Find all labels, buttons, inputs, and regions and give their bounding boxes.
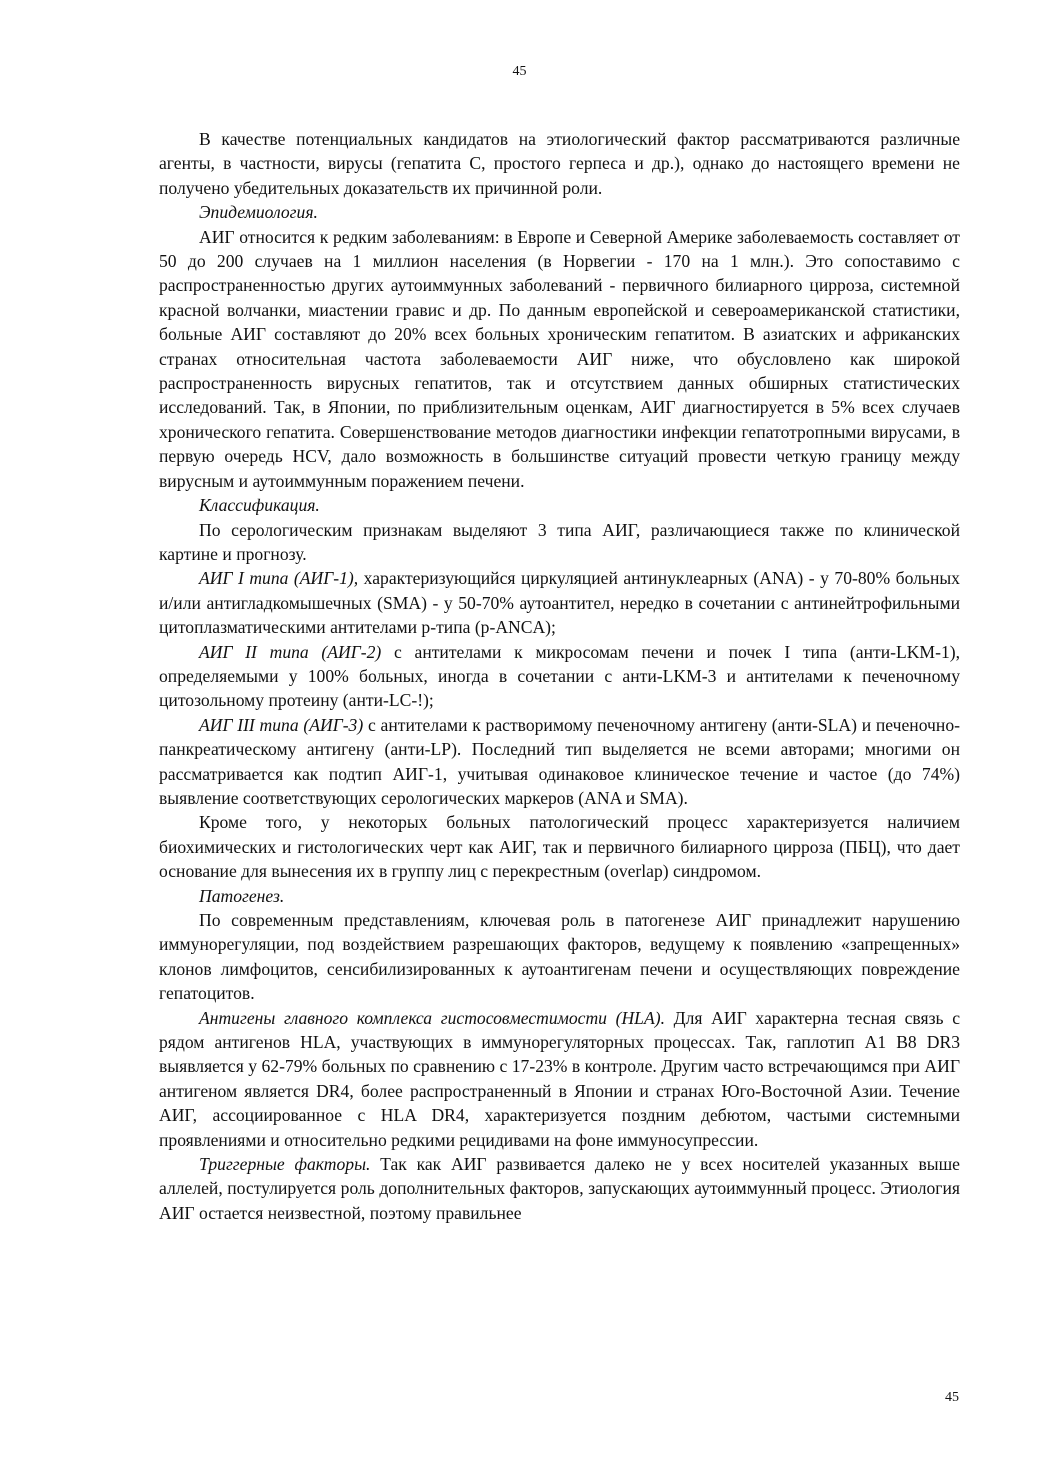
- page-number-top: 45: [512, 64, 527, 79]
- paragraph-epidemiology: АИГ относится к редким заболеваниям: в Европе и Северной Америке заболеваемость составляет от 50 до 200 случаев на 1 миллион населения (в Норвегии - 170 на 1 млн.). Это сопоставимо с распространенностью других аутоиммунных заболеваний - первичного билиарного цирроза, системной красной волчанки, миастении гравис и др. По данным европейской и североамериканской статистики, больные АИГ составляют до 20% всех больных хроническим гепатитом. В азиатских и африканских странах относительная частота заболеваемости АИГ ниже, что обусловлено как широкой распространенность вирусных гепатитов, так и отсутствием данных обширных статистических исследований. Так, в Японии, по приблизительным оценкам, АИГ диагностируется в 5% всех случаев хронического гепатита. Совершенствование методов диагностики инфекции гепатотропными вирусами, в первую очередь HCV, дало возможность в большинстве ситуаций провести четкую границу между вирусным и аутоиммунным поражением печени.: [159, 226, 960, 491]
- paragraph-pathogenesis: По современным представлениям, ключевая роль в патогенезе АИГ принадлежит нарушению иммунорегуляции, под воздействием разрешающих факторов, ведущему к появлению «запрещенных» клонов лимфоцитов, сенсибилизированных к аутоантигенам печени и осуществляющих повреждение гепатоцитов.: [159, 910, 960, 1004]
- paragraph-aig-type-1-text: характеризующийся циркуляцией антинуклеарных (ANA) - у 70-80% больных и/или антигладкомышечных (SMA) - у 50-70% аутоантител, нередко в сочетании с антинейтрофильными цитоплазматическими антителами р-типа (р-ANCA);: [159, 568, 960, 638]
- body-text: [159, 127, 960, 1225]
- term-trigger-factors: Триггерные факторы.: [199, 1154, 371, 1175]
- heading-classification: Классификация.: [199, 495, 320, 516]
- term-aig-type-1: АИГ I типа (АИГ-1),: [199, 568, 359, 589]
- paragraph-aig-type-3: [159, 713, 960, 811]
- paragraph-hla-antigens-text: Для АИГ характерна тесная связь с рядом антигенов HLA, участвующих в иммунорегуляторных процессах. Так, гаплотип A1 B8 DR3 выявляется у 62-79% больных по сравнению с 17-23% в контроле. Другим часто встречающимся при АИГ антигеном является DR4, более распространенный в Японии и странах Юго-Восточной Азии. Течение АИГ, ассоциированное с HLA DR4, характеризуется поздним дебютом, частыми системными проявлениями и относительно редкими рецидивами на фоне иммуносупрессии.: [159, 1007, 961, 1150]
- paragraph-hla-antigens: [159, 1006, 960, 1152]
- page-number-bottom: 45: [945, 1390, 959, 1405]
- heading-epidemiology: Эпидемиология.: [199, 202, 318, 223]
- paragraph-trigger-factors: [159, 1152, 960, 1225]
- paragraph-aig-type-3-text: с антителами к растворимому печеночному антигену (анти-SLA) и печеночно-панкреатическому антигену (анти-LP). Последний тип выделяется не всеми авторами; многими он рассматривается как подтип АИГ-1, учитывая одинаковое клиническое течение и частое (до 74%) выявление соответствующих серологических маркеров (ANA и SMA).: [159, 714, 960, 808]
- paragraph-etiology-candidates: В качестве потенциальных кандидатов на этиологический фактор рассматриваются различные агенты, в частности, вирусы (гепатита С, простого герпеса и др.), однако до настоящего времени не получено убедительных доказательств их причинной роли.: [159, 129, 960, 198]
- heading-pathogenesis: Патогенез.: [199, 885, 285, 906]
- paragraph-aig-type-2: [159, 640, 960, 713]
- paragraph-overlap-syndrome: Кроме того, у некоторых больных патологический процесс характеризуется наличием биохимических и гистологических черт как АИГ, так и первичного билиарного цирроза (ПБЦ), что дает основание для вынесения их в группу лиц с перекрестным (overlap) синдромом.: [159, 812, 960, 882]
- term-aig-type-3: АИГ III типа (АИГ-3): [199, 714, 364, 735]
- term-hla-antigens: Антигены главного комплекса гистосовместимости (HLA).: [199, 1007, 665, 1028]
- term-aig-type-2: АИГ II типа (АИГ-2): [199, 641, 382, 662]
- paragraph-classification-intro: По серологическим признакам выделяют 3 типа АИГ, различающиеся также по клинической картине и прогнозу.: [159, 519, 960, 564]
- paragraph-trigger-factors-text: Так как АИГ развивается далеко не у всех носителей указанных выше аллелей, постулируется роль дополнительных факторов, запускающих аутоиммунный процесс. Этиология АИГ остается неизвестной, поэтому правильнее: [159, 1154, 960, 1223]
- paragraph-aig-type-2-text: с антителами к микросомам печени и почек I типа (анти-LKM-1), определяемыми у 100% больных, иногда в сочетании с анти-LKM-3 и антителами к печеночному цитозольному протеину (анти-LC-!);: [159, 641, 960, 711]
- paragraph-aig-type-1: [159, 566, 960, 639]
